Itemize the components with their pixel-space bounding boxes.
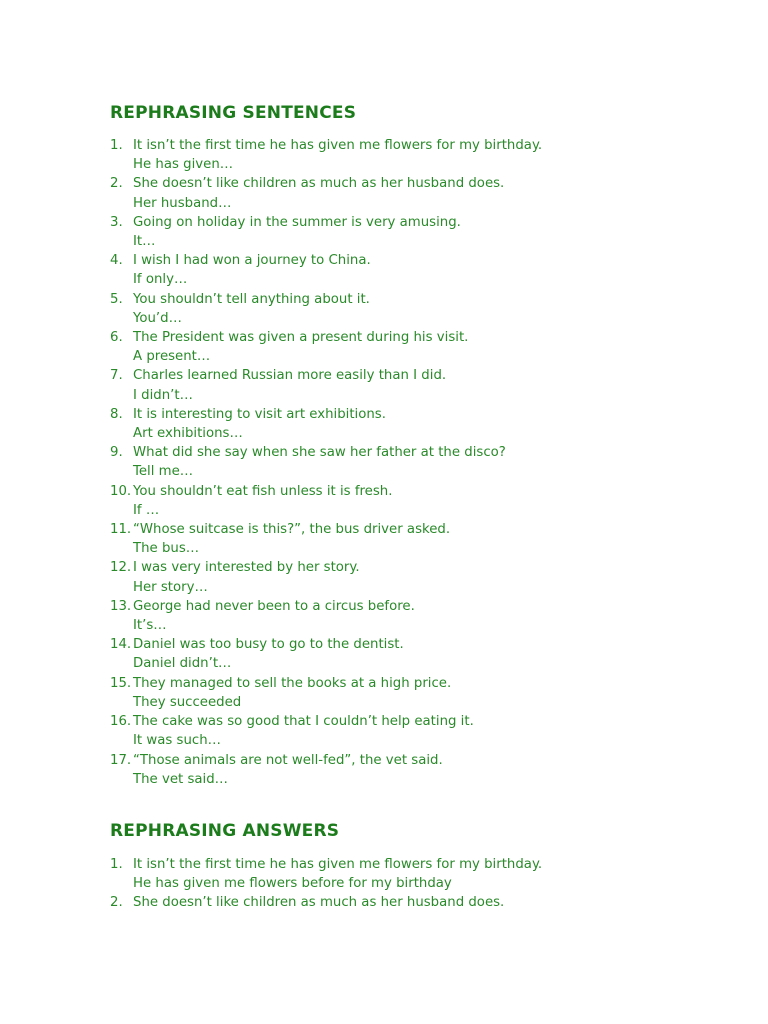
item-sentence: The President was given a present during his visit. [133, 330, 469, 346]
item-number: 8. [110, 406, 123, 422]
item-number: 6. [110, 330, 123, 346]
item-prompt: It was such… [133, 733, 221, 749]
item-sentence: “Those animals are not well-fed”, the vet said. [133, 752, 443, 768]
item-prompt: It’s… [133, 618, 167, 634]
item-sentence: I was very interested by her story. [133, 560, 360, 576]
item-number: 12. [110, 560, 132, 576]
list-item [110, 855, 542, 893]
item-prompt: Tell me… [133, 464, 194, 480]
list-item [110, 893, 542, 912]
list-item [110, 558, 542, 596]
item-prompt: The vet said… [133, 771, 228, 787]
list-item [110, 635, 542, 673]
list-item [110, 328, 542, 366]
item-prompt: The bus… [133, 541, 200, 557]
list-item [110, 136, 542, 174]
item-number: 17. [110, 752, 132, 768]
item-prompt: You’d… [133, 310, 182, 326]
list-item [110, 213, 542, 251]
list-item [110, 405, 542, 443]
list-item [110, 443, 542, 481]
list-item [110, 520, 542, 558]
list-item [110, 674, 542, 712]
item-number: 13. [110, 598, 132, 614]
item-prompt: Art exhibitions… [133, 426, 243, 442]
list-item [110, 290, 542, 328]
item-number: 15. [110, 675, 132, 691]
list-item [110, 366, 542, 404]
list-item [110, 251, 542, 289]
item-prompt: If only… [133, 272, 188, 288]
item-prompt: Her husband… [133, 195, 232, 211]
item-number: 4. [110, 253, 123, 269]
item-number: 3. [110, 214, 123, 230]
item-sentence: She doesn’t like children as much as her husband does. [133, 176, 505, 192]
item-sentence: The cake was so good that I couldn’t help eating it. [133, 714, 474, 730]
item-sentence: “Whose suitcase is this?”, the bus driver asked. [133, 522, 451, 538]
list-item [110, 712, 542, 750]
item-sentence: Daniel was too busy to go to the dentist. [133, 637, 404, 653]
item-number: 10. [110, 483, 132, 499]
item-prompt: I didn’t… [133, 387, 193, 403]
item-sentence: She doesn’t like children as much as her husband does. [133, 895, 505, 911]
item-prompt: If … [133, 502, 160, 518]
item-prompt: Daniel didn’t… [133, 656, 232, 672]
list-item [110, 597, 542, 635]
item-number: 1. [110, 138, 123, 153]
item-prompt: A present… [133, 349, 211, 365]
item-sentence: They managed to sell the books at a high price. [133, 675, 452, 691]
item-prompt: It… [133, 234, 156, 250]
item-sentence: Going on holiday in the summer is very amusing. [133, 214, 461, 230]
sentences-list [110, 136, 542, 789]
item-number: 1. [110, 857, 123, 872]
item-sentence: George had never been to a circus before. [133, 598, 415, 614]
list-item [110, 174, 542, 212]
item-sentence: You shouldn’t tell anything about it. [133, 291, 370, 307]
item-number: 2. [110, 895, 123, 911]
item-sentence: You shouldn’t eat fish unless it is fresh. [133, 483, 393, 499]
item-number: 2. [110, 176, 123, 192]
item-number: 11. [110, 522, 132, 538]
item-sentence: It is interesting to visit art exhibitions. [133, 406, 386, 422]
list-item [110, 482, 542, 520]
item-number: 5. [110, 291, 123, 307]
item-number: 7. [110, 368, 123, 384]
list-item [110, 751, 542, 789]
item-prompt: They succeeded [133, 694, 242, 710]
section-title-sentences: REPHRASING SENTENCES [110, 103, 357, 123]
answers-list [110, 855, 542, 913]
item-prompt: He has given… [133, 157, 234, 173]
item-sentence: It isn’t the first time he has given me flowers for my birthday. [133, 138, 543, 153]
item-number: 14. [110, 637, 132, 653]
item-sentence: What did she say when she saw her father at the disco? [133, 445, 506, 461]
item-sentence: I wish I had won a journey to China. [133, 253, 371, 269]
item-number: 9. [110, 445, 123, 461]
item-number: 16. [110, 714, 132, 730]
item-sentence: Charles learned Russian more easily than I did. [133, 368, 447, 384]
item-prompt: He has given me flowers before for my birthday [133, 876, 452, 892]
item-sentence: It isn’t the first time he has given me flowers for my birthday. [133, 857, 543, 872]
item-prompt: Her story… [133, 579, 208, 595]
section-title-answers: REPHRASING ANSWERS [110, 821, 340, 841]
